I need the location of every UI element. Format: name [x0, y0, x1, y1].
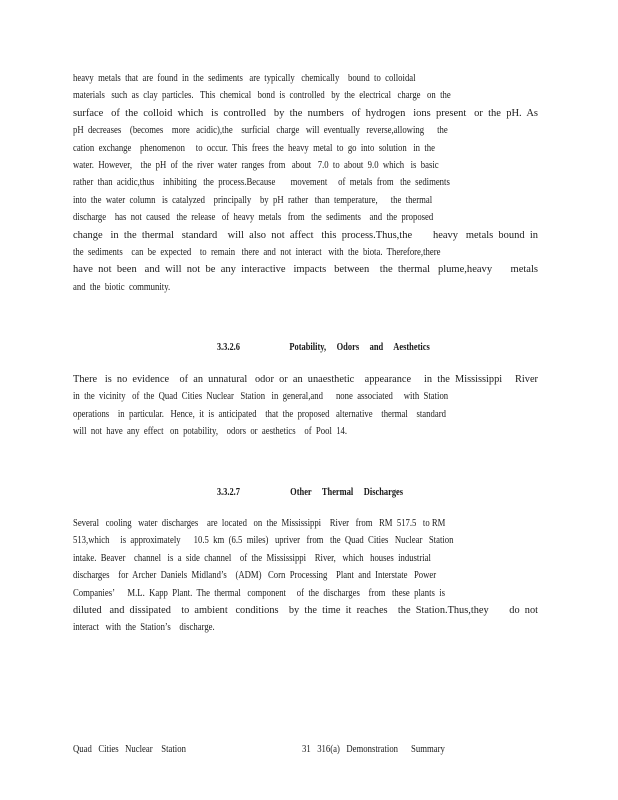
text-line: discharge has not caused the release of heavy metals from the sediments and the proposed — [73, 212, 434, 224]
text-line: surface of the colloid which is controlled by the numbers of hydrogen ions present or the pH. As — [73, 107, 538, 119]
section-number: 3.3.2.6 — [216, 341, 241, 353]
text-line: have not been and will not be any interactive impacts between the thermal plume,heavy metals — [73, 264, 538, 276]
text-line: water. However, the pH of the river water ranges from about 7.0 to about 9.0 which is basic — [73, 160, 439, 172]
paragraph-heavy-metals — [73, 70, 538, 296]
text-line: the sediments can be expected to remain there and not interact with the biota. Therefore,there — [73, 247, 441, 259]
text-line: heavy metals that are found in the sediments are typically chemically bound to colloidal — [73, 73, 416, 84]
text-line: materials such as clay particles. This chemical bond is controlled by the electrical charge on the — [73, 90, 451, 102]
text-line: will not have any effect on potability, odors or aesthetics of Pool 14. — [73, 426, 348, 438]
text-line: change in the thermal standard will also not affect this process.Thus,the heavy metals bound in — [73, 229, 538, 241]
footer-left-text: Quad Cities Nuclear Station — [73, 744, 186, 755]
text-line: and the biotic community. — [73, 281, 171, 293]
section-title: Other Thermal Discharges — [290, 486, 404, 498]
section-title: Potability, Odors and Aesthetics — [289, 341, 430, 353]
text-line: discharges for Archer Daniels Midland’s (ADM) Corn Processing Plant and Interstate Power — [73, 570, 437, 582]
text-line: There is no evidence of an unnatural odor or an unaesthetic appearance in the Mississippi River — [73, 374, 538, 385]
text-line: intake. Beaver channel is a side channel of the Mississippi River, which houses industrial — [73, 552, 431, 564]
footer-center-text: 31 316(a) Demonstration Summary — [302, 744, 445, 755]
text-line: Several cooling water discharges are located on the Mississippi River from RM 517.5 to RM — [73, 518, 446, 529]
text-line: diluted and dissipated to ambient conditions by the time it reaches the Station.Thus,they do not — [73, 605, 538, 617]
section-number: 3.3.2.7 — [216, 486, 241, 498]
text-line: interact with the Station’s discharge. — [73, 622, 215, 634]
paragraph-other-discharges — [73, 515, 538, 637]
text-line: operations in particular. Hence, it is anticipated that the proposed alternative thermal standard — [73, 408, 446, 420]
text-line: Companies’ M.L. Kapp Plant. The thermal component of the discharges from these plants is — [73, 587, 446, 599]
text-line: pH decreases (becomes more acidic),the surficial charge will eventually reverse,allowing the — [73, 125, 448, 137]
text-line: into the water column is catalyzed principally by pH rather than temperature, the thermal — [73, 194, 433, 206]
text-line: cation exchange phenomenon to occur. This frees the heavy metal to go into solution in the — [73, 142, 435, 154]
text-line: in the vicinity of the Quad Cities Nuclear Station in general,and none associated with Station — [73, 391, 449, 403]
text-line: rather than acidic,thus inhibiting the process.Because movement of metals from the sediments — [73, 177, 450, 189]
text-line: 513,which is approximately 10.5 km (6.5 miles) upriver from the Quad Cities Nuclear Station — [73, 535, 454, 547]
paragraph-potability — [73, 371, 538, 441]
